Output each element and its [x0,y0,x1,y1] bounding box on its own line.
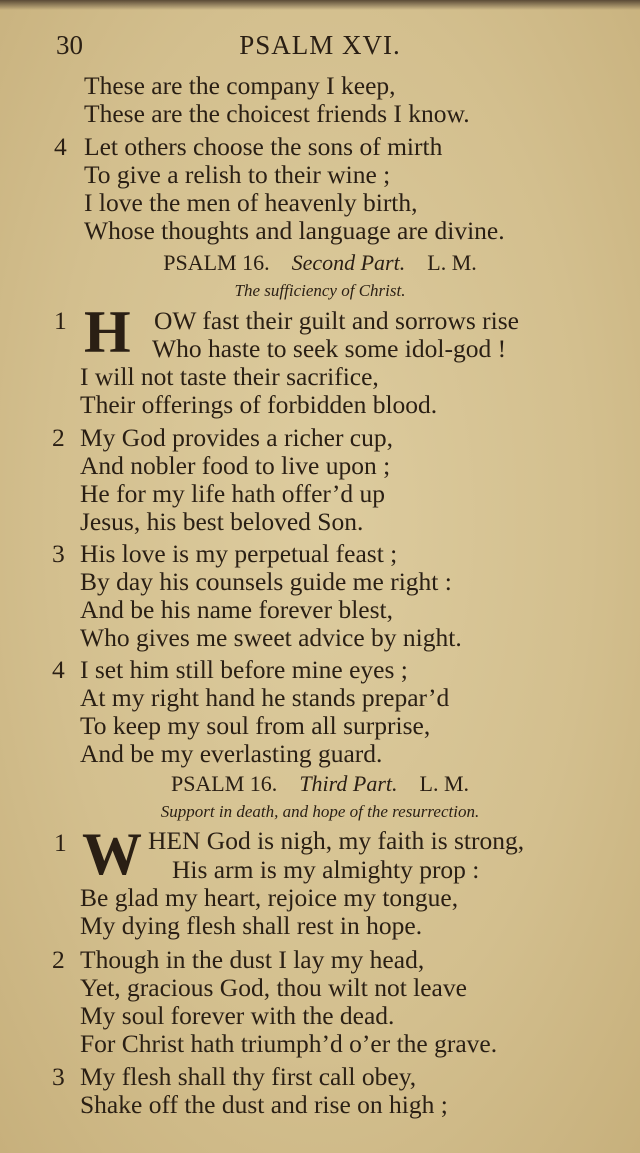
verse-line: Jesus, his best beloved Son. [80,507,364,536]
verse-line: My dying flesh shall rest in hope. [80,911,423,940]
psalm-label: PSALM 16. [163,250,270,275]
section-subtitle: Support in death, and hope of the resurrection. [160,802,480,821]
verse-line: Who haste to seek some idol-god ! [152,334,507,363]
verse-line: I will not taste their sacrifice, [80,362,379,391]
verse-line: At my right hand he stands prepar’d [80,683,450,712]
verse-line: I love the men of heavenly birth, [84,188,418,217]
page-number: 30 [56,30,83,60]
verse-line: And be my everlasting guard. [80,739,383,768]
verse-line: He for my life hath offer’d up [80,479,385,508]
verse-line: HEN God is nigh, my faith is strong, [148,826,525,855]
verse-line: My God provides a richer cup, [80,423,393,452]
page-top-edge [0,0,640,10]
verse-line: I set him still before mine eyes ; [80,655,408,684]
verse-line: Yet, gracious God, thou wilt not leave [80,973,467,1002]
verse-line: To give a relish to their wine ; [84,160,391,189]
stanza-number: 4 [54,132,67,161]
meter-label: L. M. [419,771,470,796]
verse-line: And nobler food to live upon ; [80,451,391,480]
part-label: Second Part. [291,250,406,275]
part-label: Third Part. [299,771,398,796]
verse-line: Though in the dust I lay my head, [80,945,425,974]
stanza-number: 1 [54,306,67,335]
verse-line: By day his counsels guide me right : [80,567,452,596]
psalm-label: PSALM 16. [170,771,278,796]
verse-line: Shake off the dust and rise on high ; [80,1090,448,1119]
stanza-number: 2 [52,945,65,974]
stanza-number: 2 [52,423,65,452]
verse-line: These are the choicest friends I know. [84,99,470,128]
verse-line: For Christ hath triumph’d o’er the grave. [80,1029,498,1058]
verse-line: OW fast their guilt and sorrows rise [154,306,519,335]
drop-cap: H [84,299,131,365]
page-header [0,30,640,64]
verse-line: These are the company I keep, [84,71,396,100]
verse-line: My soul forever with the dead. [80,1001,395,1030]
verse-line: Their offerings of forbidden blood. [80,390,438,419]
section-subtitle: The sufficiency of Christ. [234,281,406,300]
verse-line: Let others choose the sons of mirth [84,132,443,161]
verse-line: Who gives me sweet advice by night. [80,623,462,652]
stanza-number: 3 [52,539,65,568]
stanza-number: 4 [52,655,65,684]
verse-line: Whose thoughts and language are divine. [84,216,505,245]
section-heading-part-2 [0,252,640,274]
stanza-number: 3 [52,1062,65,1091]
running-head: PSALM XVI. [239,30,401,60]
verse-line: And be his name forever blest, [80,595,393,624]
verse-line: Be glad my heart, rejoice my tongue, [80,883,459,912]
verse-line: His love is my perpetual feast ; [80,539,398,568]
stanza-number: 1 [54,828,67,857]
verse-line: My flesh shall thy first call obey, [80,1062,417,1091]
drop-cap: W [82,821,142,887]
section-heading-part-3 [0,773,640,795]
verse-line: His arm is my almighty prop : [172,855,480,884]
meter-label: L. M. [427,250,477,275]
verse-line: To keep my soul from all surprise, [80,711,431,740]
